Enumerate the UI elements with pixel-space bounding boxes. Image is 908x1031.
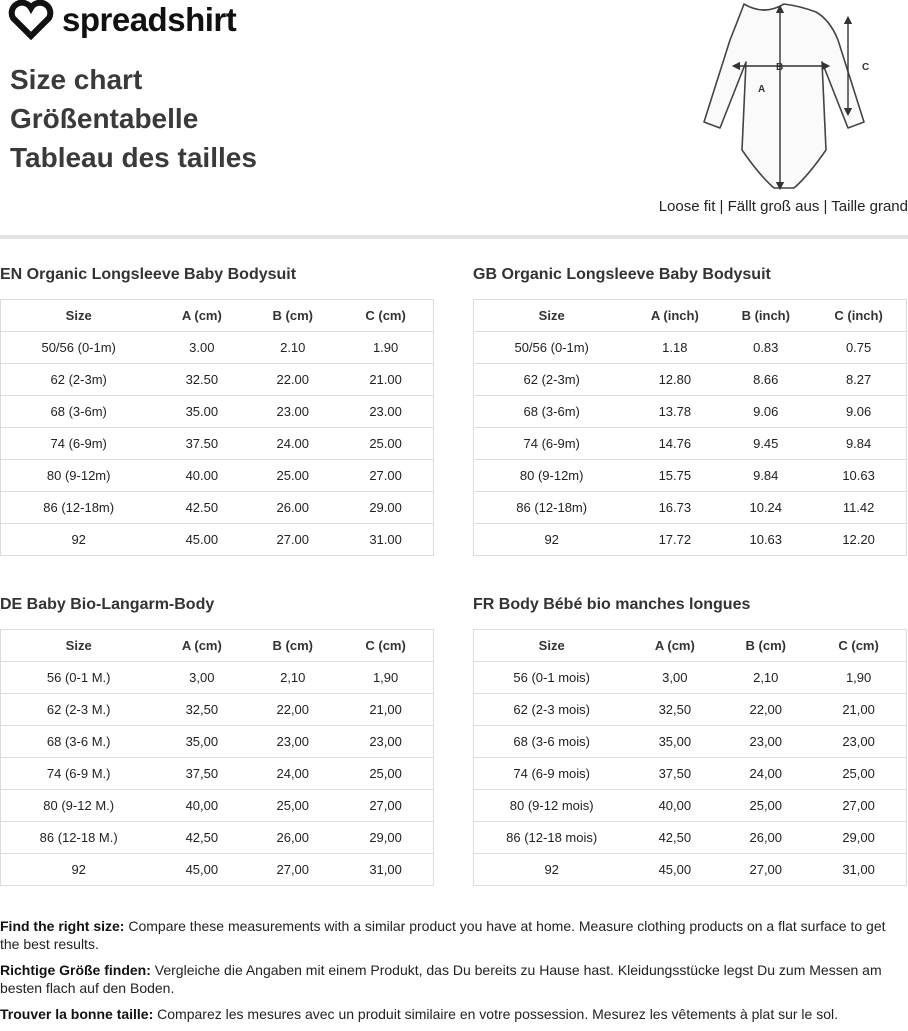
table-cell: 14.76: [629, 428, 720, 460]
table-cell: 24,00: [720, 758, 811, 790]
table-row: [1, 492, 434, 524]
table-row: [1, 726, 434, 758]
table-cell: 42.50: [156, 492, 247, 524]
table-row: [474, 332, 907, 364]
brand-logo: [8, 0, 236, 40]
table-cell: 9.84: [811, 428, 906, 460]
size-table: [0, 299, 434, 556]
table-cell: 22,00: [247, 694, 338, 726]
table-row: [474, 662, 907, 694]
note-en-label: Find the right size:: [0, 918, 125, 934]
column-header: C (inch): [811, 300, 906, 332]
table-cell: 35,00: [629, 726, 720, 758]
page-titles: [10, 60, 257, 177]
table-cell: 0.75: [811, 332, 906, 364]
table-cell: 29.00: [338, 492, 433, 524]
table-cell: 68 (3-6m): [474, 396, 630, 428]
column-header: B (cm): [247, 300, 338, 332]
column-header: B (cm): [720, 630, 811, 662]
fit-note: Loose fit | Fällt groß aus | Taille grand: [658, 198, 908, 215]
table-cell: 29,00: [338, 822, 433, 854]
table-cell: 23,00: [720, 726, 811, 758]
table-cell: 17.72: [629, 524, 720, 556]
table-cell: 16.73: [629, 492, 720, 524]
table-row: [474, 492, 907, 524]
table-cell: 45,00: [629, 854, 720, 886]
table-cell: 22,00: [720, 694, 811, 726]
title-de: Größentabelle: [10, 103, 199, 134]
table-row: [474, 364, 907, 396]
table-cell: 50/56 (0-1m): [1, 332, 157, 364]
table-cell: 92: [474, 524, 630, 556]
table-cell: 86 (12-18m): [474, 492, 630, 524]
table-header-row: [1, 300, 434, 332]
table-cell: 1,90: [338, 662, 433, 694]
title-en: Size chart: [10, 64, 143, 95]
bodysuit-diagram: [688, 0, 876, 196]
table-row: [1, 332, 434, 364]
table-cell: 25,00: [811, 758, 906, 790]
table-cell: 31,00: [811, 854, 906, 886]
table-cell: 80 (9-12 mois): [474, 790, 630, 822]
table-cell: 23.00: [338, 396, 433, 428]
table-cell: 42,50: [629, 822, 720, 854]
table-header-row: [474, 630, 907, 662]
table-row: [474, 854, 907, 886]
table-cell: 3.00: [156, 332, 247, 364]
table-cell: 12.80: [629, 364, 720, 396]
table-row: [1, 524, 434, 556]
table-header-row: [1, 630, 434, 662]
table-row: [1, 428, 434, 460]
table-cell: 37,50: [156, 758, 247, 790]
sizing-notes: [0, 917, 906, 1031]
column-header: C (cm): [811, 630, 906, 662]
table-cell: 27,00: [811, 790, 906, 822]
table-cell: 29,00: [811, 822, 906, 854]
table-cell: 25,00: [247, 790, 338, 822]
note-fr-text: Comparez les mesures avec un produit similaire en votre possession. Mesurez les vêtements à plat sur le sol.: [153, 1006, 839, 1022]
table-cell: 35.00: [156, 396, 247, 428]
table-row: [1, 790, 434, 822]
table-row: [474, 460, 907, 492]
table-cell: 25,00: [720, 790, 811, 822]
table-cell: 24.00: [247, 428, 338, 460]
table-cell: 26.00: [247, 492, 338, 524]
table-cell: 86 (12-18 mois): [474, 822, 630, 854]
table-cell: 21.00: [338, 364, 433, 396]
table-cell: 27,00: [247, 854, 338, 886]
table-cell: 21,00: [338, 694, 433, 726]
column-header: Size: [474, 630, 630, 662]
table-cell: 31,00: [338, 854, 433, 886]
size-table: [473, 299, 907, 556]
table-cell: 9.84: [720, 460, 811, 492]
table-row: [1, 396, 434, 428]
heart-outline-icon: [8, 0, 54, 40]
table-cell: 26,00: [720, 822, 811, 854]
table-cell: 25.00: [338, 428, 433, 460]
table-cell: 27.00: [247, 524, 338, 556]
table-row: [474, 726, 907, 758]
size-table-fr: [473, 595, 907, 886]
divider: [0, 235, 908, 239]
note-fr: [0, 1005, 906, 1023]
table-cell: 21,00: [811, 694, 906, 726]
note-fr-label: Trouver la bonne taille:: [0, 1006, 154, 1022]
table-row: [1, 854, 434, 886]
column-header: C (cm): [338, 300, 433, 332]
table-cell: 32,50: [156, 694, 247, 726]
table-cell: 45.00: [156, 524, 247, 556]
table-cell: 15.75: [629, 460, 720, 492]
table-cell: 2,10: [720, 662, 811, 694]
table-cell: 24,00: [247, 758, 338, 790]
column-header: A (cm): [156, 300, 247, 332]
table-cell: 80 (9-12 M.): [1, 790, 157, 822]
table-row: [474, 428, 907, 460]
table-row: [1, 758, 434, 790]
table-cell: 27,00: [338, 790, 433, 822]
column-header: A (cm): [629, 630, 720, 662]
label-c: C: [862, 62, 870, 73]
table-header-row: [474, 300, 907, 332]
title-fr: Tableau des tailles: [10, 142, 257, 173]
table-cell: 68 (3-6m): [1, 396, 157, 428]
column-header: B (cm): [247, 630, 338, 662]
label-b: B: [776, 62, 784, 73]
table-cell: 1.18: [629, 332, 720, 364]
column-header: C (cm): [338, 630, 433, 662]
table-cell: 27.00: [338, 460, 433, 492]
table-cell: 2,10: [247, 662, 338, 694]
table-row: [1, 662, 434, 694]
table-row: [474, 396, 907, 428]
table-cell: 10.63: [811, 460, 906, 492]
table-cell: 32.50: [156, 364, 247, 396]
table-cell: 8.27: [811, 364, 906, 396]
table-cell: 3,00: [629, 662, 720, 694]
table-cell: 37.50: [156, 428, 247, 460]
table-cell: 62 (2-3 M.): [1, 694, 157, 726]
table-cell: 92: [474, 854, 630, 886]
label-a: A: [758, 84, 766, 95]
table-cell: 74 (6-9m): [1, 428, 157, 460]
table-row: [1, 822, 434, 854]
size-table: [0, 629, 434, 886]
table-title: DE Baby Bio-Langarm-Body: [0, 596, 215, 613]
table-cell: 25.00: [247, 460, 338, 492]
column-header: A (inch): [629, 300, 720, 332]
column-header: A (cm): [156, 630, 247, 662]
table-cell: 74 (6-9 M.): [1, 758, 157, 790]
table-row: [474, 524, 907, 556]
table-cell: 26,00: [247, 822, 338, 854]
note-en: [0, 917, 906, 953]
table-cell: 23,00: [811, 726, 906, 758]
table-row: [474, 694, 907, 726]
size-table-en: [0, 265, 434, 556]
table-cell: 22.00: [247, 364, 338, 396]
table-cell: 74 (6-9m): [474, 428, 630, 460]
table-cell: 80 (9-12m): [1, 460, 157, 492]
table-cell: 3,00: [156, 662, 247, 694]
column-header: Size: [1, 630, 157, 662]
table-cell: 40,00: [629, 790, 720, 822]
note-de-text: Vergleiche die Angaben mit einem Produkt, das Du bereits zu Hause hast. Kleidungsstücke legst Du zum Messen am besten flach auf den Boden.: [0, 962, 882, 996]
table-cell: 23,00: [247, 726, 338, 758]
table-row: [474, 822, 907, 854]
table-cell: 32,50: [629, 694, 720, 726]
table-cell: 23,00: [338, 726, 433, 758]
table-cell: 8.66: [720, 364, 811, 396]
size-table: [473, 629, 907, 886]
table-cell: 27,00: [720, 854, 811, 886]
table-row: [474, 758, 907, 790]
table-cell: 40,00: [156, 790, 247, 822]
table-cell: 9.06: [720, 396, 811, 428]
table-cell: 62 (2-3m): [1, 364, 157, 396]
note-de-label: Richtige Größe finden:: [0, 962, 151, 978]
table-cell: 68 (3-6 M.): [1, 726, 157, 758]
table-row: [474, 790, 907, 822]
table-cell: 62 (2-3m): [474, 364, 630, 396]
table-cell: 92: [1, 854, 157, 886]
table-cell: 86 (12-18 M.): [1, 822, 157, 854]
table-cell: 9.45: [720, 428, 811, 460]
table-cell: 1.90: [338, 332, 433, 364]
table-cell: 50/56 (0-1m): [474, 332, 630, 364]
table-cell: 12.20: [811, 524, 906, 556]
size-table-de: [0, 595, 434, 886]
brand-name: spreadshirt: [62, 1, 237, 38]
table-cell: 10.63: [720, 524, 811, 556]
column-header: Size: [1, 300, 157, 332]
table-cell: 80 (9-12m): [474, 460, 630, 492]
table-cell: 62 (2-3 mois): [474, 694, 630, 726]
table-cell: 9.06: [811, 396, 906, 428]
column-header: B (inch): [720, 300, 811, 332]
column-header: Size: [474, 300, 630, 332]
table-cell: 86 (12-18m): [1, 492, 157, 524]
table-title: EN Organic Longsleeve Baby Bodysuit: [0, 266, 297, 283]
table-cell: 56 (0-1 mois): [474, 662, 630, 694]
table-cell: 2.10: [247, 332, 338, 364]
table-cell: 68 (3-6 mois): [474, 726, 630, 758]
table-cell: 42,50: [156, 822, 247, 854]
table-cell: 11.42: [811, 492, 906, 524]
table-cell: 35,00: [156, 726, 247, 758]
table-row: [1, 460, 434, 492]
table-cell: 45,00: [156, 854, 247, 886]
table-row: [1, 364, 434, 396]
table-cell: 37,50: [629, 758, 720, 790]
table-cell: 0.83: [720, 332, 811, 364]
table-cell: 23.00: [247, 396, 338, 428]
table-cell: 25,00: [338, 758, 433, 790]
note-de: [0, 961, 906, 997]
table-cell: 1,90: [811, 662, 906, 694]
table-cell: 31.00: [338, 524, 433, 556]
table-cell: 40.00: [156, 460, 247, 492]
table-cell: 92: [1, 524, 157, 556]
table-cell: 74 (6-9 mois): [474, 758, 630, 790]
table-cell: 13.78: [629, 396, 720, 428]
size-table-gb: [473, 265, 907, 556]
table-title: GB Organic Longsleeve Baby Bodysuit: [473, 266, 771, 283]
table-row: [1, 694, 434, 726]
table-cell: 56 (0-1 M.): [1, 662, 157, 694]
table-cell: 10.24: [720, 492, 811, 524]
note-en-text: Compare these measurements with a similar product you have at home. Measure clothing products on a flat surface to get the best results.: [0, 918, 886, 952]
table-title: FR Body Bébé bio manches longues: [473, 596, 751, 613]
